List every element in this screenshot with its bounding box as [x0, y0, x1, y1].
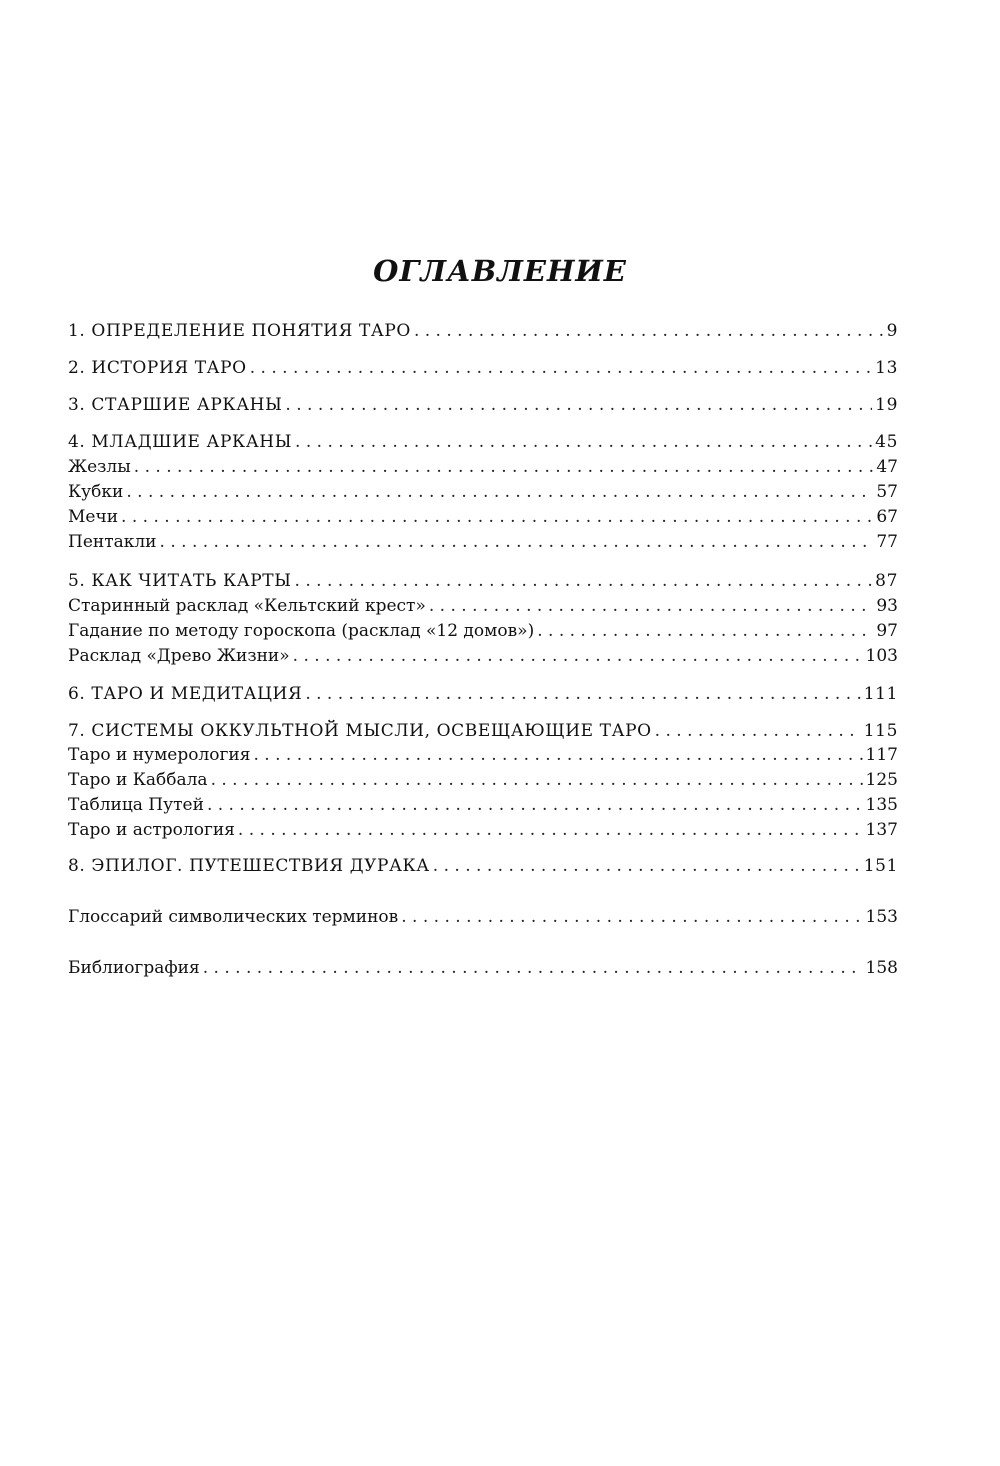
toc-entry-title: Таро и Каббала [68, 770, 208, 790]
toc-entry-section[interactable] [68, 643, 898, 669]
toc-entry-title: 3. СТАРШИЕ АРКАНЫ [68, 395, 283, 415]
toc-entry-chapter-1[interactable] [68, 318, 898, 344]
toc-entry-chapter-4[interactable] [68, 429, 898, 455]
dot-leader [293, 643, 863, 669]
toc-entry-page: 9 [886, 321, 898, 341]
toc-entry-chapter-7[interactable] [68, 718, 898, 744]
dot-leader [134, 454, 874, 480]
toc-entry-page: 135 [865, 795, 898, 815]
toc-entry-page: 125 [865, 770, 898, 790]
toc-entry-title: Старинный расклад «Кельтский крест» [68, 596, 426, 616]
toc-entry-section[interactable] [68, 792, 898, 818]
toc-entry-page: 111 [863, 684, 898, 704]
toc-entry-section[interactable] [68, 767, 898, 793]
dot-leader [295, 429, 872, 455]
toc-entry-section[interactable] [68, 593, 898, 619]
toc-entry-page: 57 [876, 482, 898, 502]
toc-entry-page: 47 [876, 457, 898, 477]
toc-entry-page: 67 [876, 507, 898, 527]
toc-entry-chapter-2[interactable] [68, 355, 898, 381]
dot-leader [121, 504, 873, 530]
dot-leader [414, 318, 884, 344]
page-title: ОГЛАВЛЕНИЕ [373, 254, 627, 288]
toc-entry-page: 93 [876, 596, 898, 616]
dot-leader [203, 955, 863, 981]
toc-entry-bibliography[interactable] [68, 955, 898, 981]
dot-leader [401, 904, 862, 930]
dot-leader [655, 718, 861, 744]
toc-entry-title: Таро и астрология [68, 820, 235, 840]
toc-entry-section[interactable] [68, 454, 898, 480]
toc-entry-title: Кубки [68, 482, 124, 502]
toc-entry-page: 151 [863, 856, 898, 876]
dot-leader [295, 568, 873, 594]
toc-entry-title: Жезлы [68, 457, 131, 477]
toc-entry-title: Пентакли [68, 532, 157, 552]
toc-entry-chapter-3[interactable] [68, 392, 898, 418]
toc-entry-page: 45 [875, 432, 898, 452]
toc-entry-page: 19 [875, 395, 898, 415]
toc-entry-title: Мечи [68, 507, 119, 527]
toc-entry-page: 117 [865, 745, 898, 765]
toc-entry-page: 137 [865, 820, 898, 840]
toc-entry-page: 87 [875, 571, 898, 591]
toc-entry-title: 7. СИСТЕМЫ ОККУЛЬТНОЙ МЫСЛИ, ОСВЕЩАЮЩИЕ ТАРО [68, 721, 652, 741]
toc-entry-title: 2. ИСТОРИЯ ТАРО [68, 358, 247, 378]
toc-entry-title: 4. МЛАДШИЕ АРКАНЫ [68, 432, 293, 452]
toc-entry-title: Таблица Путей [68, 795, 204, 815]
toc-entry-section[interactable] [68, 479, 898, 505]
dot-leader [253, 742, 862, 768]
dot-leader [250, 355, 872, 381]
toc-entry-page: 77 [876, 532, 898, 552]
toc-entry-page: 97 [876, 621, 898, 641]
toc-entry-title: 1. ОПРЕДЕЛЕНИЕ ПОНЯТИЯ ТАРО [68, 321, 411, 341]
toc-entry-chapter-5[interactable] [68, 568, 898, 594]
dot-leader [285, 392, 872, 418]
toc-entry-title: Таро и нумерология [68, 745, 251, 765]
toc-entry-chapter-8[interactable] [68, 853, 898, 879]
toc-entry-title: Библиография [68, 958, 200, 978]
toc-entry-chapter-6[interactable] [68, 681, 898, 707]
toc-entry-title: Расклад «Древо Жизни» [68, 646, 290, 666]
dot-leader [207, 792, 863, 818]
toc-entry-section[interactable] [68, 817, 898, 843]
toc-entry-title: Гадание по методу гороскопа (расклад «12 домов») [68, 621, 535, 641]
toc-entry-title: 6. ТАРО И МЕДИТАЦИЯ [68, 684, 303, 704]
toc-entry-glossary[interactable] [68, 904, 898, 930]
dot-leader [429, 593, 874, 619]
toc-entry-page: 158 [865, 958, 898, 978]
dot-leader [433, 853, 861, 879]
toc-entry-section[interactable] [68, 742, 898, 768]
dot-leader [305, 681, 860, 707]
toc-entry-section[interactable] [68, 529, 898, 555]
toc-entry-page: 103 [865, 646, 898, 666]
dot-leader [160, 529, 874, 555]
toc-entry-page: 153 [865, 907, 898, 927]
toc-entry-section[interactable] [68, 504, 898, 530]
toc-entry-page: 115 [863, 721, 898, 741]
dot-leader [211, 767, 863, 793]
toc-entry-title: 5. КАК ЧИТАТЬ КАРТЫ [68, 571, 292, 591]
dot-leader [537, 618, 873, 644]
toc-entry-page: 13 [875, 358, 898, 378]
dot-leader [238, 817, 863, 843]
toc-entry-title: Глоссарий символических терминов [68, 907, 399, 927]
toc-entry-title: 8. ЭПИЛОГ. ПУТЕШЕСТВИЯ ДУРАКА [68, 856, 430, 876]
dot-leader [126, 479, 873, 505]
toc-entry-section[interactable] [68, 618, 898, 644]
